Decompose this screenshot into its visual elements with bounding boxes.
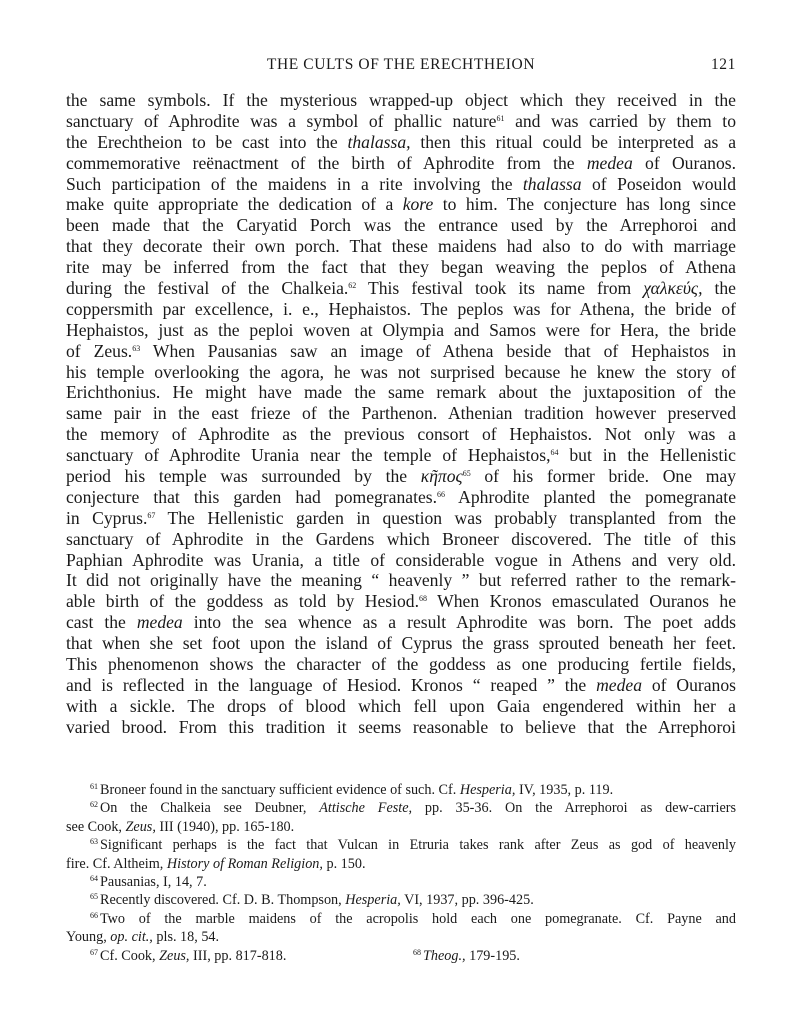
running-title: THE CULTS OF THE ERECHTHEION	[266, 56, 536, 73]
text-line: sanctuary of Aphrodite in the Gardens which Broneer discovered. The title of this	[66, 528, 736, 549]
text-line: rite may be inferred from the fact that they began weaving the peplos of Athena	[66, 257, 736, 278]
footnote-ref: 61	[496, 113, 505, 123]
text-line: varied brood. From this tradition it seems reasonable to believe that the Arrephoroi	[66, 716, 736, 737]
footnote-63-continued: fire. Cf. Altheim, History of Roman Religion, p. 150.	[66, 855, 366, 872]
footnote-67: $^{67}$ Cf. Cook, Zeus, III, pp. 817-818.	[90, 947, 287, 964]
text-line: It did not originally have the meaning “ heavenly ” but referred rather to the remark-	[66, 570, 736, 591]
main-text	[66, 90, 736, 738]
text-line: been made that the Caryatid Porch was the entrance used by the Arrephoroi and	[66, 215, 736, 236]
text-line: the Erechtheion to be cast into the thalassa, then this ritual could be interpreted as a	[66, 131, 736, 152]
text-line: of Zeus.$^{63}$ When Pausanias saw an image of Athena beside that of Hephaistos in	[66, 340, 736, 361]
page-header	[66, 56, 736, 78]
text-line: cast the medea into the sea whence as a result Aphrodite was born. The poet adds	[66, 612, 736, 633]
footnote-66: $^{66}$ Two of the marble maidens of the acropolis hold each one pomegranate. Cf. Payne and	[90, 910, 736, 927]
text-line: Paphian Aphrodite was Urania, a title of considerable vogue in Athens and very old.	[66, 549, 736, 570]
text-line: Hephaistos, just as the peploi woven at Olympia and Samos were for Hera, the bride	[66, 319, 736, 340]
footnote-65: $^{65}$ Recently discovered. Cf. D. B. Thompson, Hesperia, VI, 1937, pp. 396-425.	[90, 892, 534, 909]
page-number: 121	[710, 56, 736, 73]
footnote-64: $^{64}$ Pausanias, I, 14, 7.	[90, 873, 207, 890]
text-line: same pair in the east frieze of the Parthenon. Athenian tradition however preserved	[66, 403, 736, 424]
text-line: and is reflected in the language of Hesiod. Kronos “ reaped ” the medea of Ouranos	[66, 674, 736, 695]
text-line: coppersmith par excellence, i. e., Hephaistos. The peplos was for Athena, the bride of	[66, 298, 736, 319]
footnotes-67-68	[66, 947, 736, 965]
footnote-ref: 67	[147, 510, 156, 520]
footnote-ref: 65	[462, 469, 471, 479]
footnote-ref: 63	[132, 343, 141, 353]
text-line: Such participation of the maidens in a rite involving the thalassa of Poseidon would	[66, 173, 736, 194]
text-line: period his temple was surrounded by the κῆπος$^{65}$ of his former bride. One may	[66, 466, 736, 487]
footnote-68: $^{68}$ Theog., 179-195.	[413, 947, 520, 964]
text-line: sanctuary of Aphrodite was a symbol of phallic nature$^{61}$ and was carried by them to	[66, 110, 736, 131]
text-line: with a sickle. The drops of blood which fell upon Gaia engendered within her a	[66, 695, 736, 716]
text-line: the same symbols. If the mysterious wrapped-up object which they received in the	[66, 90, 736, 110]
text-line: in Cyprus.$^{67}$ The Hellenistic garden in question was probably transplanted from the	[66, 507, 736, 528]
footnote-62-continued: see Cook, Zeus, III (1940), pp. 165-180.	[66, 818, 295, 835]
text-line: make quite appropriate the dedication of a kore to him. The conjecture has long since	[66, 194, 736, 215]
footnote-62: $^{62}$ On the Chalkeia see Deubner, Attische Feste, pp. 35-36. On the Arrephoroi as dew-carriers	[90, 800, 736, 817]
text-line: that they decorate their own porch. That these maidens had also to do with marriage	[66, 236, 736, 257]
text-line: Erichthonius. He might have made the same remark about the juxtaposition of the	[66, 382, 736, 403]
footnote-ref: 68	[419, 594, 427, 604]
footnote-ref: 64	[550, 448, 559, 458]
text-line: commemorative reënactment of the birth of Aphrodite from the medea of Ouranos.	[66, 152, 736, 173]
text-line: his temple overlooking the agora, he was not surprised because he knew the story of	[66, 361, 736, 382]
text-line: conjecture that this garden had pomegranates.$^{66}$ Aphrodite planted the pomegranate	[66, 486, 736, 507]
text-line: This phenomenon shows the character of the goddess as one producing fertile fields,	[66, 654, 736, 675]
footnote-ref: 66	[437, 489, 446, 499]
footnote-ref: 62	[348, 281, 357, 291]
footnote-66-continued: Young, op. cit., pls. 18, 54.	[66, 929, 220, 946]
text-line: during the festival of the Chalkeia.$^{62}$ This festival took its name from χαλκεύς, the	[66, 278, 736, 299]
text-line: the memory of Aphrodite as the previous consort of Hephaistos. Not only was a	[66, 424, 736, 445]
footnote-61: $^{61}$ Broneer found in the sanctuary sufficient evidence of such. Cf. Hesperia, IV, 1935, p. 119.	[90, 782, 614, 798]
text-line: that when she set foot upon the island of Cyprus the grass sprouted beneath her feet.	[66, 633, 736, 654]
footnote-63: $^{63}$ Significant perhaps is the fact that Vulcan in Etruria takes rank after Zeus as god of heavenly	[90, 837, 736, 854]
footnotes	[66, 781, 736, 965]
text-line: sanctuary of Aphrodite Urania near the temple of Hephaistos,$^{64}$ but in the Hellenistic	[66, 445, 736, 466]
text-line: able birth of the goddess as told by Hesiod.$^{68}$ When Kronos emasculated Ouranos he	[66, 591, 736, 612]
